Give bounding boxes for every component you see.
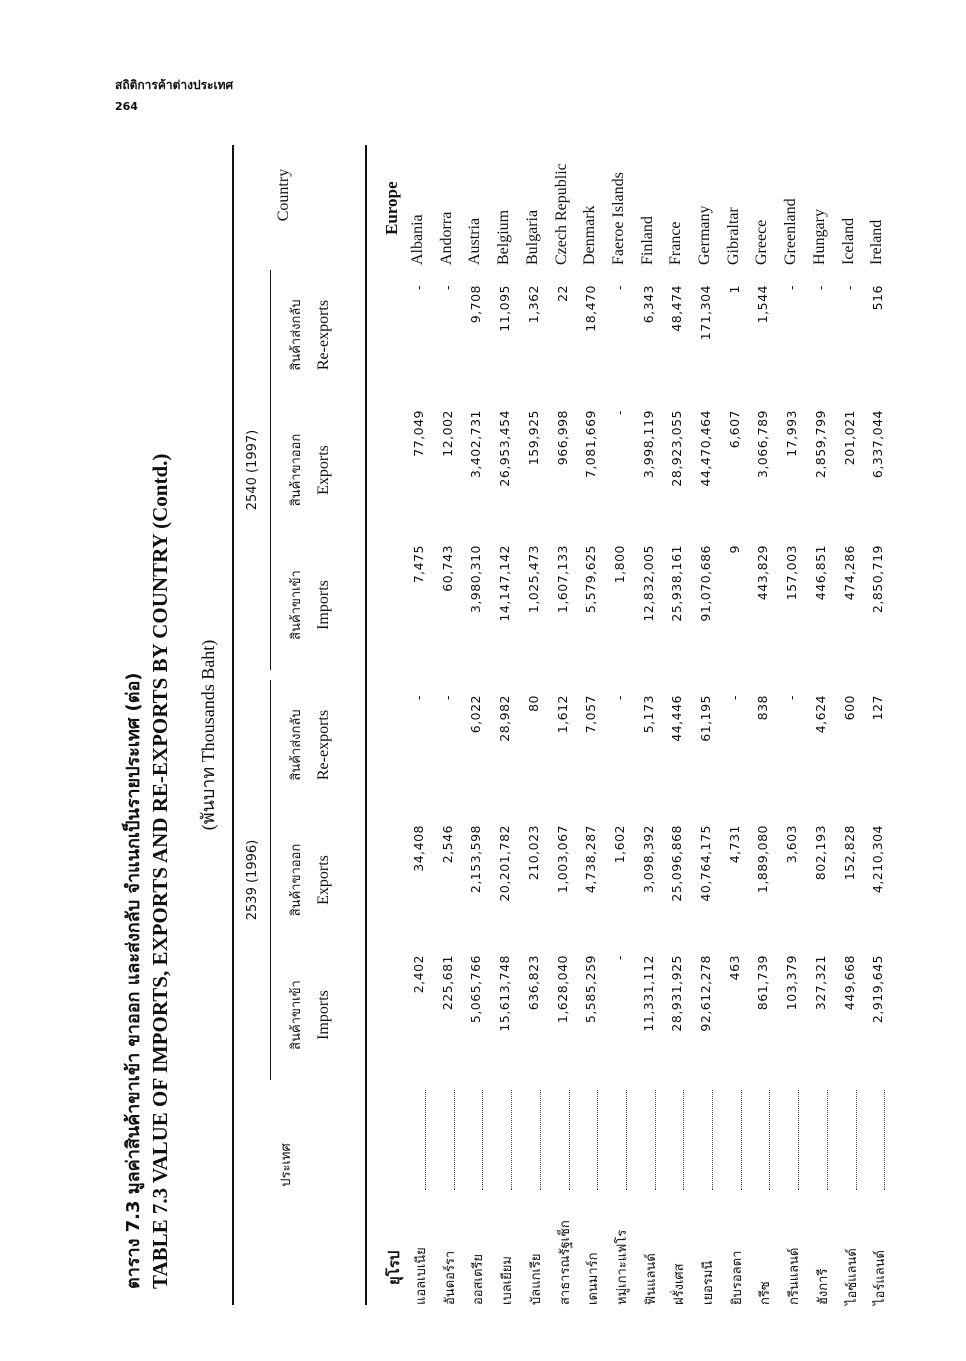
country-name-thai: ไอซ์แลนด์ (844, 1248, 860, 1305)
value-cell: 210,023 (525, 825, 541, 881)
country-name-en: Austria (466, 217, 484, 265)
value-cell: 171,304 (698, 285, 713, 341)
value-cell: 7,475 (411, 545, 426, 584)
value-cell: 4,210,304 (870, 825, 886, 894)
value-cell: 516 (870, 285, 886, 311)
value-cell: 5,579,625 (583, 545, 599, 614)
value-cell: - (439, 695, 455, 701)
leader-dots (540, 1090, 541, 1190)
value-cell: 3,066,789 (755, 410, 771, 479)
value-cell: 3,998,119 (640, 410, 656, 479)
col-country-thai: ประเทศ (279, 1143, 294, 1187)
value-cell: 17,993 (784, 410, 800, 457)
value-cell: 3,603 (784, 825, 800, 864)
leader-dots (798, 1090, 799, 1190)
value-cell: 20,201,782 (497, 825, 513, 902)
value-cell: 1,889,080 (755, 825, 771, 894)
region-en: Europe (382, 181, 401, 235)
value-cell: 838 (755, 695, 771, 721)
value-cell: 443,829 (755, 545, 771, 601)
country-name-en: Germany (696, 205, 713, 265)
value-cell: 28,923,055 (669, 410, 685, 487)
year-1996-rule (270, 680, 271, 1080)
leader-dots (511, 1090, 512, 1190)
value-cell: 201,021 (841, 410, 857, 466)
country-name-en: Gibraltar (724, 207, 742, 265)
subcol-thai: สินค้าขาออก (289, 433, 304, 507)
running-header-title: สถิติการค้าต่างประเทศ (115, 78, 234, 92)
country-name-thai: แอลเบเนีย (414, 1247, 429, 1305)
subcol-thai: สินค้าขาออก (289, 843, 304, 917)
value-cell: - (411, 285, 426, 291)
leader-dots (856, 1090, 857, 1190)
value-cell: - (611, 285, 627, 291)
subcol-thai: สินค้าส่งกลับ (289, 709, 304, 781)
value-cell: 636,823 (525, 955, 541, 1011)
value-cell: 44,446 (669, 695, 685, 742)
value-cell: 1,612 (554, 695, 570, 734)
country-name-en: Belgium (495, 209, 513, 265)
value-cell: 1,800 (611, 545, 627, 584)
value-cell: - (611, 955, 627, 961)
country-name-en: Czech Republic (552, 163, 570, 265)
subcol-thai: สินค้าขาเข้า (289, 980, 304, 1050)
country-name-thai: เยอรมนี (701, 1260, 716, 1305)
value-cell: 15,613,748 (497, 955, 513, 1032)
country-name-en: Bulgaria (523, 209, 541, 265)
leader-dots (655, 1090, 656, 1190)
value-cell: 34,408 (411, 825, 426, 872)
value-cell: 3,402,731 (468, 410, 484, 479)
country-name-en: Denmark (581, 205, 599, 265)
value-cell: 1,607,133 (554, 545, 570, 614)
value-cell: 966,998 (554, 410, 570, 466)
value-cell: 1,544 (755, 285, 771, 324)
value-cell: 159,925 (525, 410, 541, 466)
value-cell: 7,081,669 (583, 410, 599, 479)
value-cell: - (841, 285, 857, 291)
country-name-en: Albania (409, 214, 426, 265)
value-cell: - (726, 695, 742, 701)
table-header-rule (365, 145, 367, 1305)
table-title-thai: ตาราง 7.3 มูลค่าสินค้าขาเข้า ขาออก และส่งกลับ จำแนกเป็นรายประเทศ (ต่อ) (123, 672, 144, 1289)
value-cell: 28,931,925 (669, 955, 685, 1032)
value-cell: 6,607 (726, 410, 742, 449)
value-cell: 1,602 (611, 825, 627, 864)
value-cell: 22 (554, 285, 570, 302)
value-cell: 9 (726, 545, 742, 554)
value-cell: 7,057 (583, 695, 599, 734)
value-cell: 4,731 (726, 825, 742, 864)
value-cell: - (439, 285, 455, 291)
value-cell: - (784, 285, 800, 291)
leader-dots (683, 1090, 684, 1190)
value-cell: 157,003 (784, 545, 800, 601)
col-country-en: Country (275, 168, 292, 222)
value-cell: 600 (841, 695, 857, 721)
leader-dots (884, 1090, 885, 1190)
value-cell: 127 (870, 695, 886, 721)
value-cell: 12,002 (439, 410, 455, 457)
value-cell: 446,851 (812, 545, 828, 601)
value-cell: 449,668 (841, 955, 857, 1011)
country-name-thai: ออสเตรีย (471, 1253, 487, 1305)
value-cell: 44,470,464 (698, 410, 713, 487)
subcol-en: Imports (315, 580, 332, 630)
year-1997-rule (270, 270, 271, 670)
leader-dots (454, 1090, 455, 1190)
value-cell: 91,070,686 (698, 545, 713, 622)
country-name-thai: ยิบรอลตา (729, 1250, 745, 1305)
value-cell: 5,585,259 (583, 955, 599, 1024)
value-cell: 2,402 (411, 955, 426, 994)
value-cell: 6,337,044 (870, 410, 886, 479)
value-cell: 802,193 (812, 825, 828, 881)
country-name-thai: เบลเยียม (500, 1256, 516, 1305)
value-cell: 18,470 (583, 285, 599, 332)
value-cell: 60,743 (439, 545, 455, 592)
country-name-thai: สาธารณรัฐเช็ก (557, 1220, 573, 1305)
rotated-table (100, 145, 920, 1325)
leader-dots (712, 1090, 713, 1190)
leader-dots (482, 1090, 483, 1190)
subcol-thai: สินค้าขาเข้า (289, 570, 304, 640)
value-cell: 1,025,473 (525, 545, 541, 614)
value-cell: 327,321 (812, 955, 828, 1011)
subcol-en: Exports (315, 445, 332, 495)
subcol-en: Imports (315, 990, 332, 1040)
country-name-thai: ฝรั่งเศส (672, 1263, 688, 1305)
subcol-en: Exports (315, 855, 332, 905)
value-cell: 3,980,310 (468, 545, 484, 614)
value-cell: 2,859,799 (812, 410, 828, 479)
value-cell: 152,828 (841, 825, 857, 881)
value-cell: 1,362 (525, 285, 541, 324)
value-cell: 225,681 (439, 955, 455, 1011)
value-cell: 2,850,719 (870, 545, 886, 614)
value-cell: 103,379 (784, 955, 800, 1011)
country-name-en: Greece (753, 219, 771, 265)
value-cell: - (611, 410, 627, 416)
country-name-thai: บัลแกเรีย (528, 1253, 544, 1305)
leader-dots (425, 1090, 426, 1190)
value-cell: 14,147,142 (497, 545, 513, 622)
value-cell: 5,065,766 (468, 955, 484, 1024)
country-name-en: Iceland (839, 217, 857, 265)
value-cell: 3,098,392 (640, 825, 656, 894)
value-cell: 5,173 (640, 695, 656, 734)
value-cell: 77,049 (411, 410, 426, 457)
country-name-en: Greenland (782, 198, 800, 265)
value-cell: 6,022 (468, 695, 484, 734)
value-cell: 861,739 (755, 955, 771, 1011)
value-cell: 11,095 (497, 285, 513, 332)
country-name-en: Ireland (868, 219, 886, 265)
value-cell: 2,919,645 (870, 955, 886, 1024)
leader-dots (597, 1090, 598, 1190)
value-cell: 92,612,278 (698, 955, 713, 1032)
country-name-thai: ฟินแลนด์ (643, 1253, 659, 1305)
country-name-en: Finland (638, 216, 656, 265)
value-cell: 2,153,598 (468, 825, 484, 894)
country-name-thai: อันดอร์รา (442, 1250, 458, 1305)
year-1996: 2539 (1996) (245, 839, 260, 921)
value-cell: 4,738,287 (583, 825, 599, 894)
value-cell: 40,764,175 (698, 825, 713, 902)
country-name-thai: หมู่เกาะแฟโร (614, 1229, 630, 1305)
value-cell: - (411, 695, 426, 701)
leader-dots (626, 1090, 627, 1190)
value-cell: 80 (525, 695, 541, 712)
value-cell: 61,195 (698, 695, 713, 742)
leader-dots (741, 1090, 742, 1190)
country-name-en: Andorra (437, 211, 455, 265)
leader-dots (769, 1090, 770, 1190)
country-name-thai: กรีนแลนด์ (787, 1247, 803, 1305)
value-cell: 1,628,040 (554, 955, 570, 1024)
value-cell: 6,343 (640, 285, 656, 324)
value-cell: 463 (726, 955, 742, 981)
subcol-en: Re-exports (315, 299, 332, 371)
value-cell: 2,546 (439, 825, 455, 864)
value-cell: - (812, 285, 828, 291)
value-cell: - (784, 695, 800, 701)
value-cell: - (611, 695, 627, 701)
country-name-en: Hungary (810, 209, 828, 265)
subcol-en: Re-exports (315, 709, 332, 781)
country-name-thai: ฮังการี (815, 1268, 831, 1305)
value-cell: 11,331,112 (640, 955, 656, 1032)
value-cell: 48,474 (669, 285, 685, 332)
year-1997: 2540 (1997) (245, 429, 260, 511)
value-cell: 26,953,454 (497, 410, 513, 487)
region-thai: ยุโรป (385, 1250, 403, 1285)
country-name-en: Faeroe Islands (609, 172, 627, 265)
subcol-thai: สินค้าส่งกลับ (289, 299, 304, 371)
value-cell: 9,708 (468, 285, 484, 324)
country-name-thai: กรีซ (758, 1281, 774, 1305)
table-title-english: TABLE 7.3 VALUE OF IMPORTS, EXPORTS AND RE-EXPORTS BY COUNTRY (Contd.) (148, 453, 172, 1289)
value-cell: 28,982 (497, 695, 513, 742)
country-name-en: France (667, 221, 685, 265)
value-cell: 25,938,161 (669, 545, 685, 622)
value-cell: 1 (726, 285, 742, 294)
value-cell: 474,286 (841, 545, 857, 601)
value-cell: 4,624 (812, 695, 828, 734)
leader-dots (569, 1090, 570, 1190)
value-cell: 25,096,868 (669, 825, 685, 902)
country-name-thai: ไอร์แลนด์ (873, 1249, 889, 1305)
value-cell: 12,832,005 (640, 545, 656, 622)
unit-label: (พันบาท Thousands Baht) (198, 639, 218, 831)
country-name-thai: เดนมาร์ก (586, 1252, 602, 1305)
leader-dots (827, 1090, 828, 1190)
table-top-rule (232, 145, 234, 1305)
value-cell: 1,003,067 (554, 825, 570, 894)
page-number: 264 (115, 100, 138, 113)
